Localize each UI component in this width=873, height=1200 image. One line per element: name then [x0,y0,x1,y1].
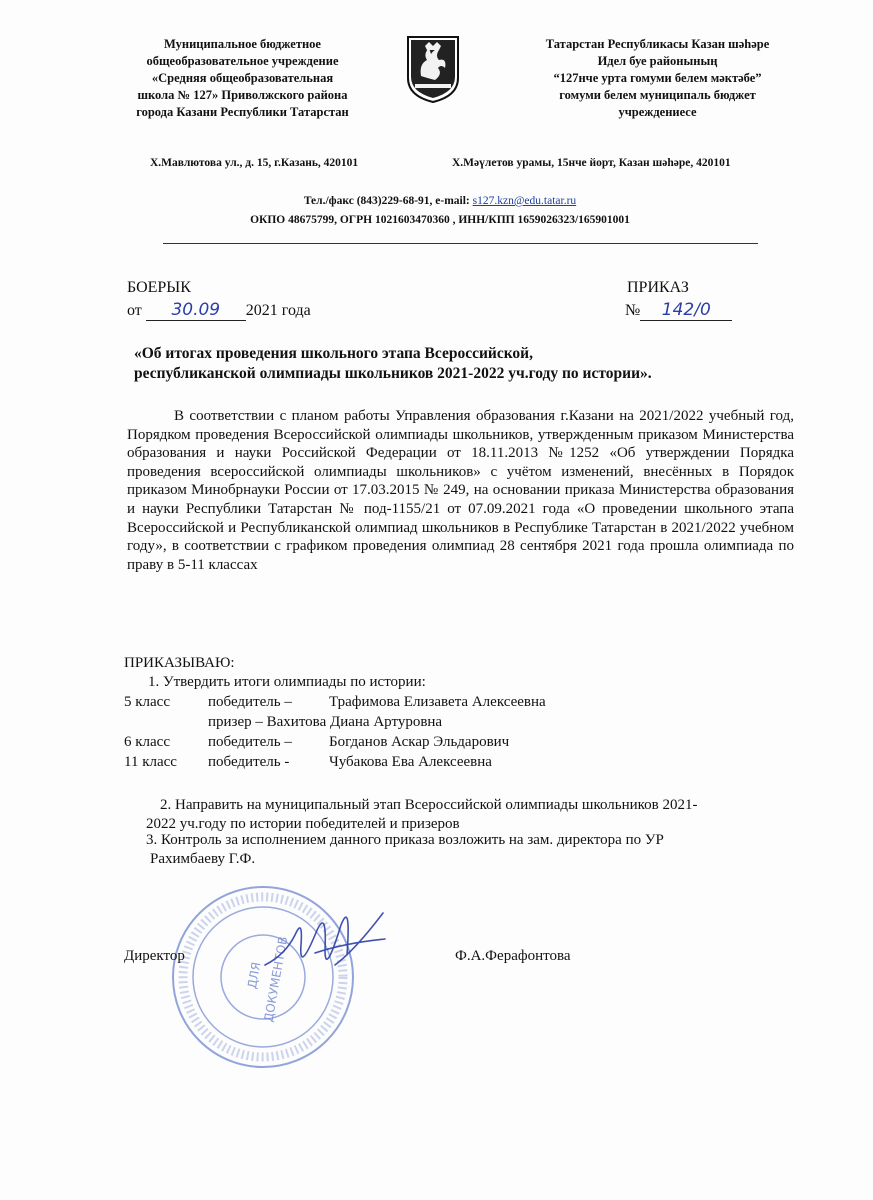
order-number [625,300,732,321]
header-right-line: “127нче урта гомуми белем мәктәбе” [553,71,762,85]
address-russian: Х.Мавлютова ул., д. 15, г.Казань, 420101 [150,157,359,169]
email-link[interactable]: s127.kzn@edu.tatar.ru [472,195,577,207]
table-row [124,752,804,772]
role-cell: победитель - [208,754,290,770]
role-cell: призер – Вахитова Диана Артуровна [208,714,443,730]
preamble-paragraph: В соответствии с планом работы Управления образования г.Казани на 2021/2022 учебный год, Порядком проведения Всероссийской олимпиады школьников, утвержденным приказом Министерства образования и науки Российской Федерации от 18.11.2013 №1252 «Об утверждении Порядка проведения всероссийской олимпиады школьников» с учётом изменений, внесённых в Порядок приказом Минобрнауки России от 17.03.2015 № 249, на основании приказа Министерства образования и науки Республики Татарстан № под-1155/21 от 07.09.2021 года «О проведении школьного этапа Всероссийской и Республиканской олимпиад школьников в Республике Татарстан в 2021/2022 учебном году», в соответствии с графиком проведения олимпиад 28 сентября 2021 года прошла олимпиада по праву в 5-11 классах [127,408,794,573]
item-3-line: 3. Контроль за исполнением данного приказа возложить на зам. директора по УР [146,832,664,848]
orders-heading: ПРИКАЗЫВАЮ: [124,655,235,671]
item-3-line: Рахимбаеву Г.Ф. [150,851,256,867]
phone-line [160,192,720,211]
order-title [134,344,652,384]
results-list [124,672,804,772]
role-cell: победитель – [208,694,292,710]
kazan-coat-of-arms-icon [405,34,461,104]
title-line: республиканской олимпиады школьников 2021-2022 уч.году по истории». [134,365,652,382]
date-year: 2021 года [245,302,311,319]
item-2-line: 2022 уч.году по истории победителей и призеров [146,816,460,832]
order-label-tatar: БОЕРЫК [127,279,191,296]
header-left-line: Муниципальное бюджетное [163,37,321,51]
item-2-line: 2. Направить на муниципальный этап Всероссийской олимпиады школьников 2021- [160,797,698,813]
name-cell: Богданов Аскар Эльдарович [329,734,510,750]
stamp-text: ДОКУМЕНТОВ [261,935,291,1024]
order-label-russian: ПРИКАЗ [627,279,689,296]
list-item [124,672,804,692]
signature-position: Директор [124,948,185,964]
date-prefix: от [127,302,142,319]
header-divider [163,243,758,244]
stamp-text: ДЛЯ [244,961,264,990]
role-cell: победитель – [208,734,292,750]
table-row [124,712,804,732]
number-prefix: № [625,302,641,319]
table-row [124,692,804,712]
address-tatar: Х.Мәүлетов урамы, 15нче йорт, Казан шәһәре, 420101 [452,157,731,169]
handwritten-date: 30.09 [171,300,221,320]
order-date [127,300,311,321]
header-right-line: гомуми белем муниципаль бюджет [559,88,756,102]
header-right-line: учреждениесе [618,105,697,119]
number-blank [640,300,732,321]
contacts-block [160,192,720,230]
header-left-line: школа № 127» Приволжского района [137,88,348,102]
grade-cell: 6 класс [124,734,170,750]
date-blank [146,300,246,321]
header-left-line: «Средняя общеобразовательная [151,71,334,85]
header-left-line: города Казани Республики Татарстан [136,105,349,119]
header-right-line: Идел буе районының [597,54,718,68]
table-row [124,732,804,752]
director-signature [255,895,395,985]
phone-fax: Тел./факс (843)229-68-91, e-mail: [303,195,473,207]
signature-name: Ф.А.Ферафонтова [455,948,571,964]
item-2 [124,796,804,834]
header-left-line: общеобразовательное учреждение [146,54,339,68]
header-right-line: Татарстан Республикасы Казан шәһәре [545,37,770,51]
school-name-tatar [520,36,795,121]
item-3 [146,831,786,869]
registration-codes: ОКПО 48675799, ОГРН 1021603470360 , ИНН/КПП 1659026323/165901001 [250,214,630,226]
grade-cell: 5 класс [124,694,170,710]
title-line: «Об итогах проведения школьного этапа Всероссийской, [134,345,533,362]
handwritten-number: 142/0 [661,300,711,320]
item-1: 1. Утвердить итоги олимпиады по истории: [148,674,426,690]
school-name-russian [120,36,365,121]
name-cell: Трафимова Елизавета Алексеевна [329,694,546,710]
grade-cell: 11 класс [124,754,177,770]
name-cell: Чубакова Ева Алексеевна [329,754,492,770]
